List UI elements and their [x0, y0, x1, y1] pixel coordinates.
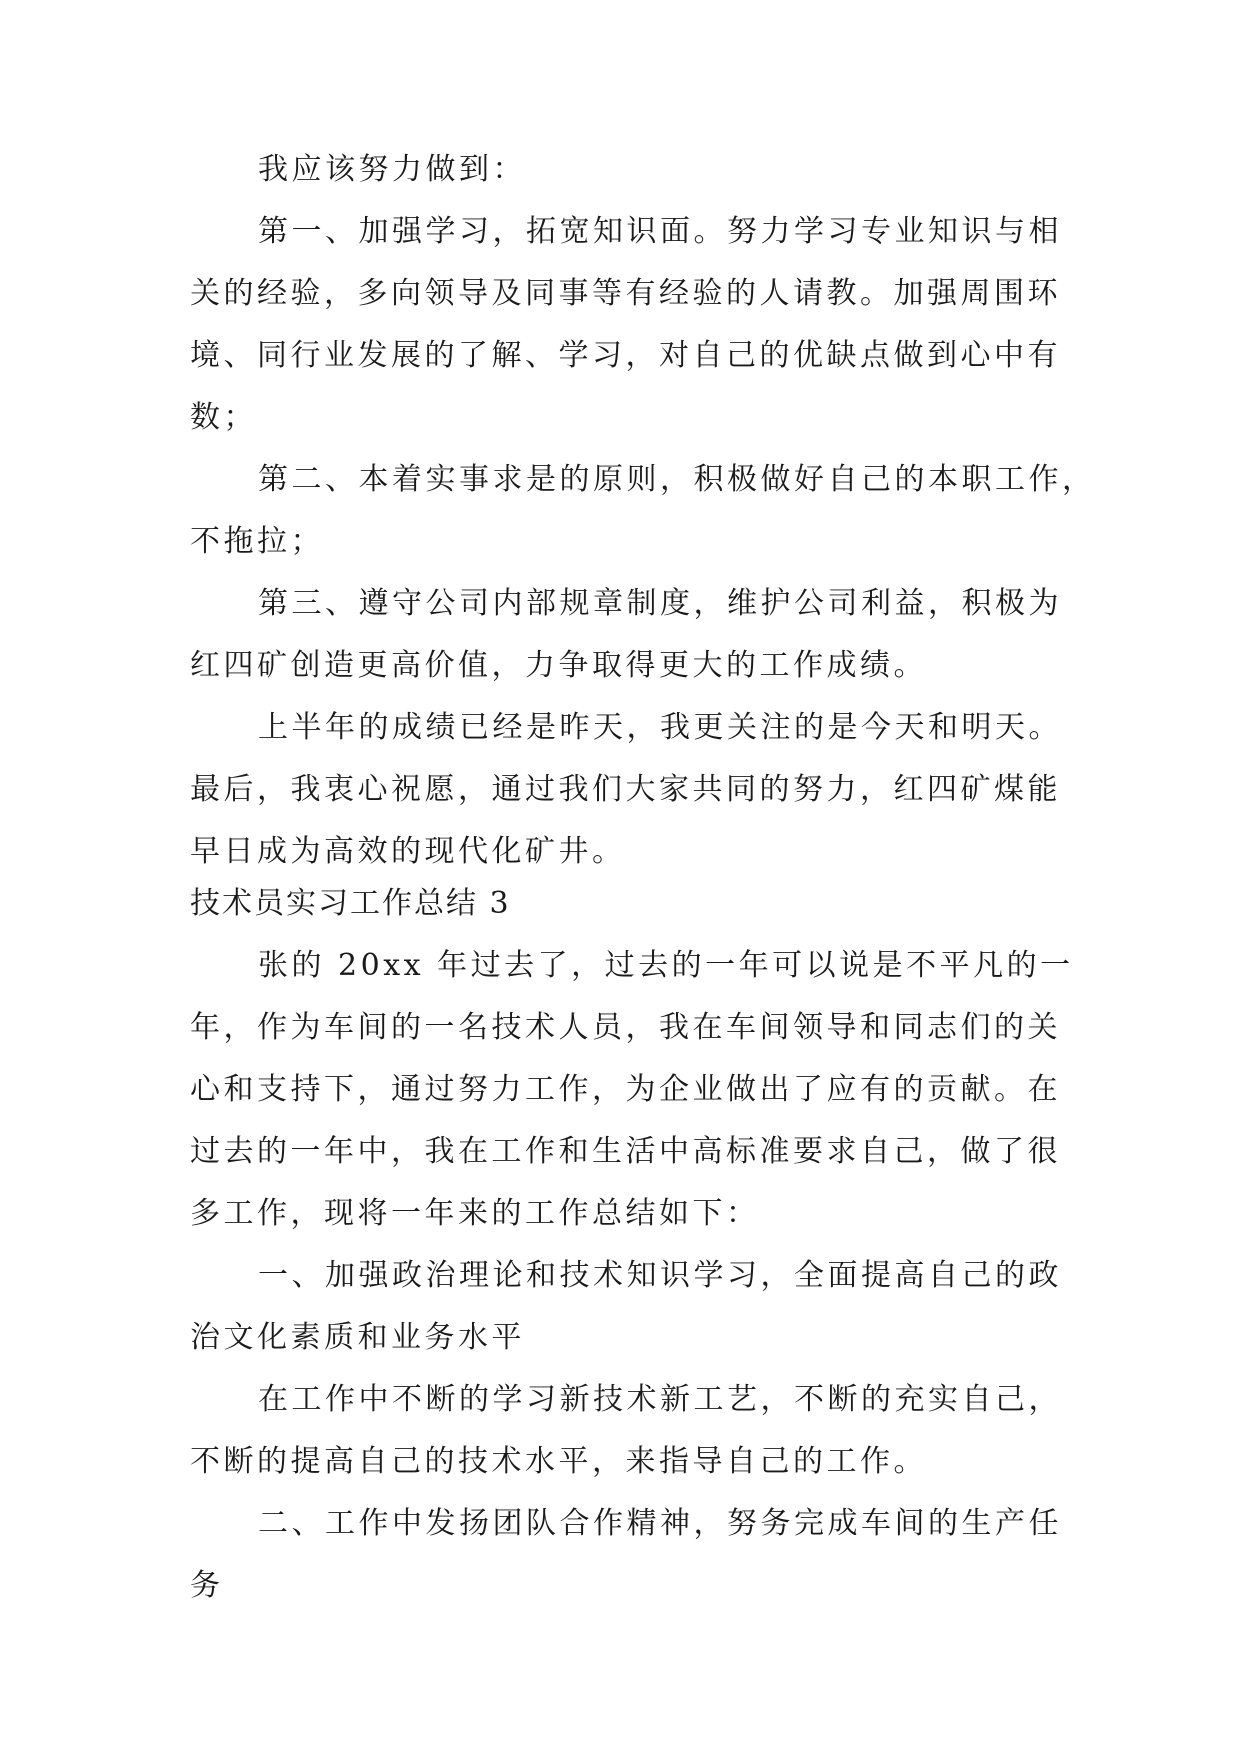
text-line: 关的经验，多向领导及同事等有经验的人请教。加强周围环 — [190, 276, 1061, 311]
text-line: 过去的一年中，我在工作和生活中高标准要求自己，做了很 — [190, 1134, 1061, 1169]
text-line: 红四矿创造更高价值，力争取得更大的工作成绩。 — [190, 648, 927, 683]
text-line: 最后，我衷心祝愿，通过我们大家共同的努力，红四矿煤能 — [190, 772, 1061, 807]
text-line: 一、加强政治理论和技术知识学习，全面提高自己的政 — [258, 1258, 1062, 1293]
text-line: 境、同行业发展的了解、学习，对自己的优缺点做到心中有 — [190, 338, 1061, 373]
text-line: 务 — [190, 1568, 224, 1603]
document-page — [190, 150, 1096, 1628]
text-line: 第二、本着实事求是的原则，积极做好自己的本职工作， — [258, 462, 1096, 497]
text-line: 我应该努力做到： — [258, 152, 526, 187]
text-line: 心和支持下，通过努力工作，为企业做出了应有的贡献。在 — [190, 1072, 1061, 1107]
text-line: 数； — [190, 400, 257, 435]
text-line: 年，作为车间的一名技术人员，我在车间领导和同志们的关 — [190, 1010, 1061, 1045]
text-line: 早日成为高效的现代化矿井。 — [190, 834, 626, 869]
text-line: 第三、遵守公司内部规章制度，维护公司利益，积极为 — [258, 586, 1062, 621]
text-line: 在工作中不断的学习新技术新工艺，不断的充实自己， — [258, 1382, 1062, 1417]
text-line: 第一、加强学习，拓宽知识面。努力学习专业知识与相 — [258, 214, 1062, 249]
text-line: 张的 20xx 年过去了，过去的一年可以说是不平凡的一 — [258, 948, 1074, 983]
text-line: 多工作，现将一年来的工作总结如下： — [190, 1196, 760, 1231]
text-line: 治文化素质和业务水平 — [190, 1320, 525, 1355]
section-heading: 技术员实习工作总结 3 — [190, 886, 511, 921]
text-line: 不拖拉； — [190, 524, 324, 559]
text-line: 二、工作中发扬团队合作精神，努务完成车间的生产任 — [258, 1506, 1062, 1541]
text-line: 上半年的成绩已经是昨天，我更关注的是今天和明天。 — [258, 710, 1062, 745]
text-line: 不断的提高自己的技术水平，来指导自己的工作。 — [190, 1444, 927, 1479]
